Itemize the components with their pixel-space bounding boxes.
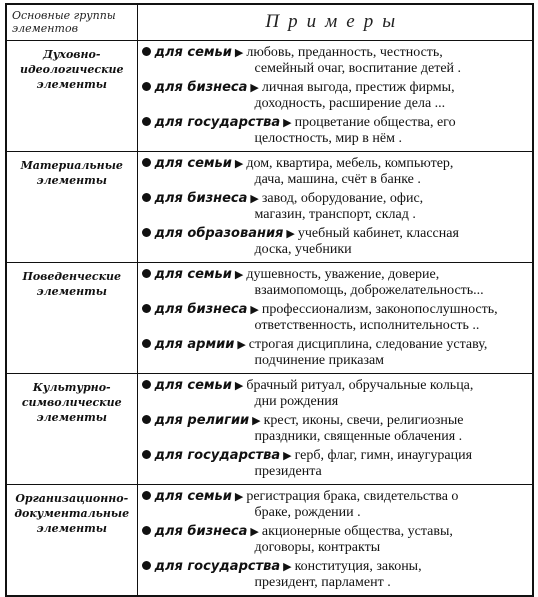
bullet-icon [142, 117, 151, 126]
example-item [142, 376, 529, 410]
arrow-icon: ▶ [250, 525, 259, 538]
bullet-icon [142, 304, 151, 313]
example-target: для образования [154, 225, 284, 241]
example-item [142, 522, 529, 556]
example-text: любовь, преданность, честность, [246, 44, 443, 60]
bullet-icon [142, 228, 151, 237]
example-target: для бизнеса [154, 301, 248, 317]
group-name: Культурно-символические элементы [6, 373, 137, 484]
example-text-continued: президент, парламент . [254, 574, 391, 590]
example-target: для семьи [154, 155, 232, 171]
arrow-icon: ▶ [234, 157, 244, 170]
example-text-continued: доска, учебники [254, 241, 352, 257]
table-row [6, 484, 533, 596]
example-text-continued: дача, машина, счёт в банке . [254, 171, 421, 187]
example-target: для бизнеса [154, 79, 248, 95]
example-text: процветание общества, его [294, 114, 456, 130]
arrow-icon: ▶ [234, 379, 244, 392]
example-item [142, 335, 529, 369]
examples-cell [137, 373, 533, 484]
group-name: Духовно-идеологические элементы [6, 40, 137, 151]
example-text-continued: подчинение приказам [254, 352, 385, 368]
bullet-icon [142, 82, 151, 91]
example-item [142, 487, 529, 521]
example-text: конституция, законы, [294, 558, 422, 574]
example-text: завод, оборудование, офис, [261, 190, 424, 206]
arrow-icon: ▶ [283, 449, 292, 462]
example-text: душевность, уважение, доверие, [246, 266, 440, 282]
example-text-continued: магазин, транспорт, склад . [254, 206, 416, 222]
examples-cell [137, 262, 533, 373]
bullet-icon [142, 380, 151, 389]
bullet-icon [142, 491, 151, 500]
table-row [6, 262, 533, 373]
bullet-icon [142, 158, 151, 167]
arrow-icon: ▶ [234, 46, 244, 59]
example-item [142, 446, 529, 480]
example-text: профессионализм, законопослушность, [261, 301, 498, 317]
example-item [142, 113, 529, 147]
example-item [142, 411, 529, 445]
bullet-icon [142, 415, 151, 424]
header-group-column: Основные группы элементов [6, 4, 137, 40]
example-item [142, 78, 529, 112]
example-text-continued: праздники, священные облачения . [254, 428, 463, 444]
example-text: личная выгода, престиж фирмы, [261, 79, 455, 95]
arrow-icon: ▶ [250, 81, 259, 94]
group-name: Материальные элементы [6, 151, 137, 262]
arrow-icon: ▶ [286, 227, 295, 240]
example-text: дом, квартира, мебель, компьютер, [246, 155, 454, 171]
example-item [142, 224, 529, 258]
example-text: строгая дисциплина, следование уставу, [248, 336, 488, 352]
arrow-icon: ▶ [234, 490, 244, 503]
example-target: для семьи [154, 488, 232, 504]
example-text: крест, иконы, свечи, религиозные [263, 412, 464, 428]
header-examples-column: Примеры [137, 4, 533, 40]
example-text-continued: дни рождения [254, 393, 339, 409]
example-target: для семьи [154, 377, 232, 393]
arrow-icon: ▶ [234, 268, 244, 281]
bullet-icon [142, 450, 151, 459]
example-item [142, 557, 529, 591]
bullet-icon [142, 339, 151, 348]
example-text-continued: браке, рождении . [254, 504, 361, 520]
example-target: для бизнеса [154, 190, 248, 206]
example-target: для семьи [154, 44, 232, 60]
examples-cell [137, 484, 533, 596]
arrow-icon: ▶ [250, 192, 259, 205]
examples-cell [137, 40, 533, 151]
example-target: для религии [154, 412, 250, 428]
example-text-continued: договоры, контракты [254, 539, 381, 555]
arrow-icon: ▶ [237, 338, 246, 351]
bullet-icon [142, 526, 151, 535]
arrow-icon: ▶ [283, 560, 292, 573]
example-text-continued: ответственность, исполнительность .. [254, 317, 480, 333]
example-item [142, 189, 529, 223]
example-text: герб, флаг, гимн, инаугурация [294, 447, 473, 463]
example-text-continued: доходность, расширение дела ... [254, 95, 446, 111]
example-target: для бизнеса [154, 523, 248, 539]
example-item [142, 154, 529, 188]
example-text: брачный ритуал, обручальные кольца, [246, 377, 474, 393]
example-text-continued: президента [254, 463, 322, 479]
example-text: учебный кабинет, классная [297, 225, 459, 241]
example-text: регистрация брака, свидетельства о [246, 488, 459, 504]
example-text: акционерные общества, уставы, [261, 523, 453, 539]
bullet-icon [142, 269, 151, 278]
table-row [6, 40, 533, 151]
example-text-continued: целостность, мир в нём . [254, 130, 402, 146]
elements-table [5, 3, 534, 597]
example-target: для государства [154, 447, 281, 463]
table-row [6, 151, 533, 262]
example-target: для государства [154, 114, 281, 130]
group-name: Организационно-документальные элементы [6, 484, 137, 596]
example-item [142, 300, 529, 334]
example-target: для семьи [154, 266, 232, 282]
table-row [6, 373, 533, 484]
bullet-icon [142, 193, 151, 202]
example-item [142, 43, 529, 77]
example-target: для армии [154, 336, 235, 352]
example-text-continued: взаимопомощь, доброжелательность... [254, 282, 484, 298]
arrow-icon: ▶ [283, 116, 292, 129]
bullet-icon [142, 561, 151, 570]
example-item [142, 265, 529, 299]
bullet-icon [142, 47, 151, 56]
example-text-continued: семейный очаг, воспитание детей . [254, 60, 462, 76]
examples-cell [137, 151, 533, 262]
arrow-icon: ▶ [250, 303, 259, 316]
example-target: для государства [154, 558, 281, 574]
group-name: Поведенческие элементы [6, 262, 137, 373]
arrow-icon: ▶ [252, 414, 261, 427]
